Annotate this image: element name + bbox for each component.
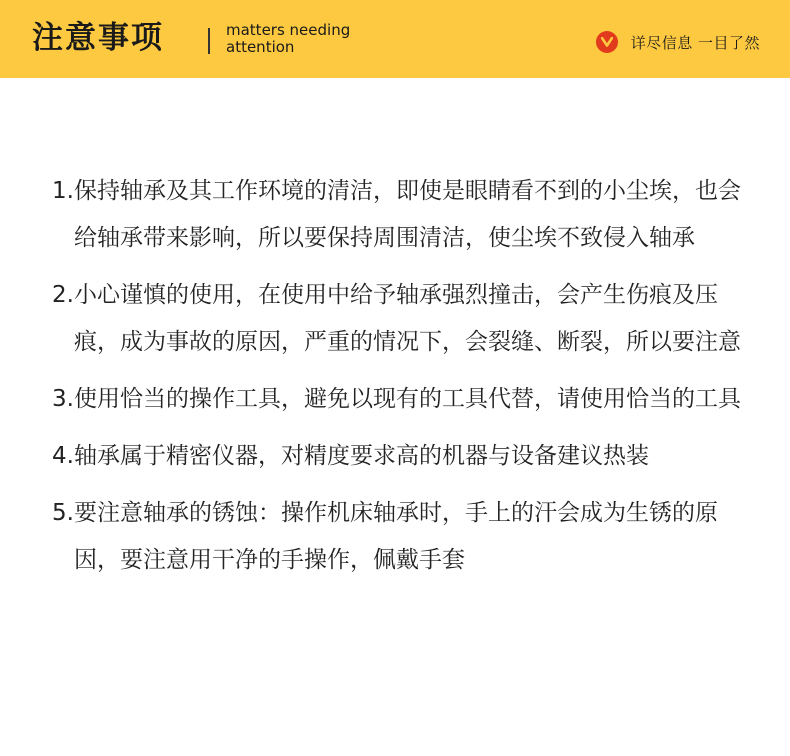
item-number: 5.: [52, 500, 74, 526]
list-item: [52, 272, 742, 366]
item-text: 要注意轴承的锈蚀：操作机床轴承时，手上的汗会成为生锈的原因，要注意用干净的手操作，佩戴手套: [74, 500, 718, 573]
item-text: 小心谨慎的使用，在使用中给予轴承强烈撞击，会产生伤痕及压痕，成为事故的原因，严重的情况下，会裂缝、断裂，所以要注意: [74, 282, 741, 355]
subtitle-line-1: matters needing: [226, 21, 351, 39]
item-number: 2.: [52, 282, 74, 308]
info-text: 详尽信息 一目了然: [630, 33, 760, 52]
item-text: 使用恰当的操作工具，避免以现有的工具代替，请使用恰当的工具: [74, 386, 741, 412]
list-item: [52, 168, 742, 262]
item-number: 1.: [52, 178, 74, 204]
subtitle-line-2: attention: [226, 38, 295, 56]
header-banner: [0, 0, 790, 78]
list-item: [52, 490, 742, 584]
item-text: 轴承属于精密仪器，对精度要求高的机器与设备建议热装: [74, 443, 649, 469]
item-number: 3.: [52, 386, 74, 412]
page-title: 注意事项: [32, 20, 164, 56]
list-item: [52, 433, 742, 480]
info-tagline: [596, 31, 760, 53]
item-number: 4.: [52, 443, 74, 469]
title-divider: [208, 28, 210, 54]
item-text: 保持轴承及其工作环境的清洁，即使是眼睛看不到的小尘埃，也会给轴承带来影响，所以要保持周围清洁，使尘埃不致侵入轴承: [74, 178, 741, 251]
chevron-down-icon: [596, 31, 618, 53]
notes-list: [52, 168, 742, 584]
list-item: [52, 376, 742, 423]
page-subtitle: [226, 22, 366, 56]
